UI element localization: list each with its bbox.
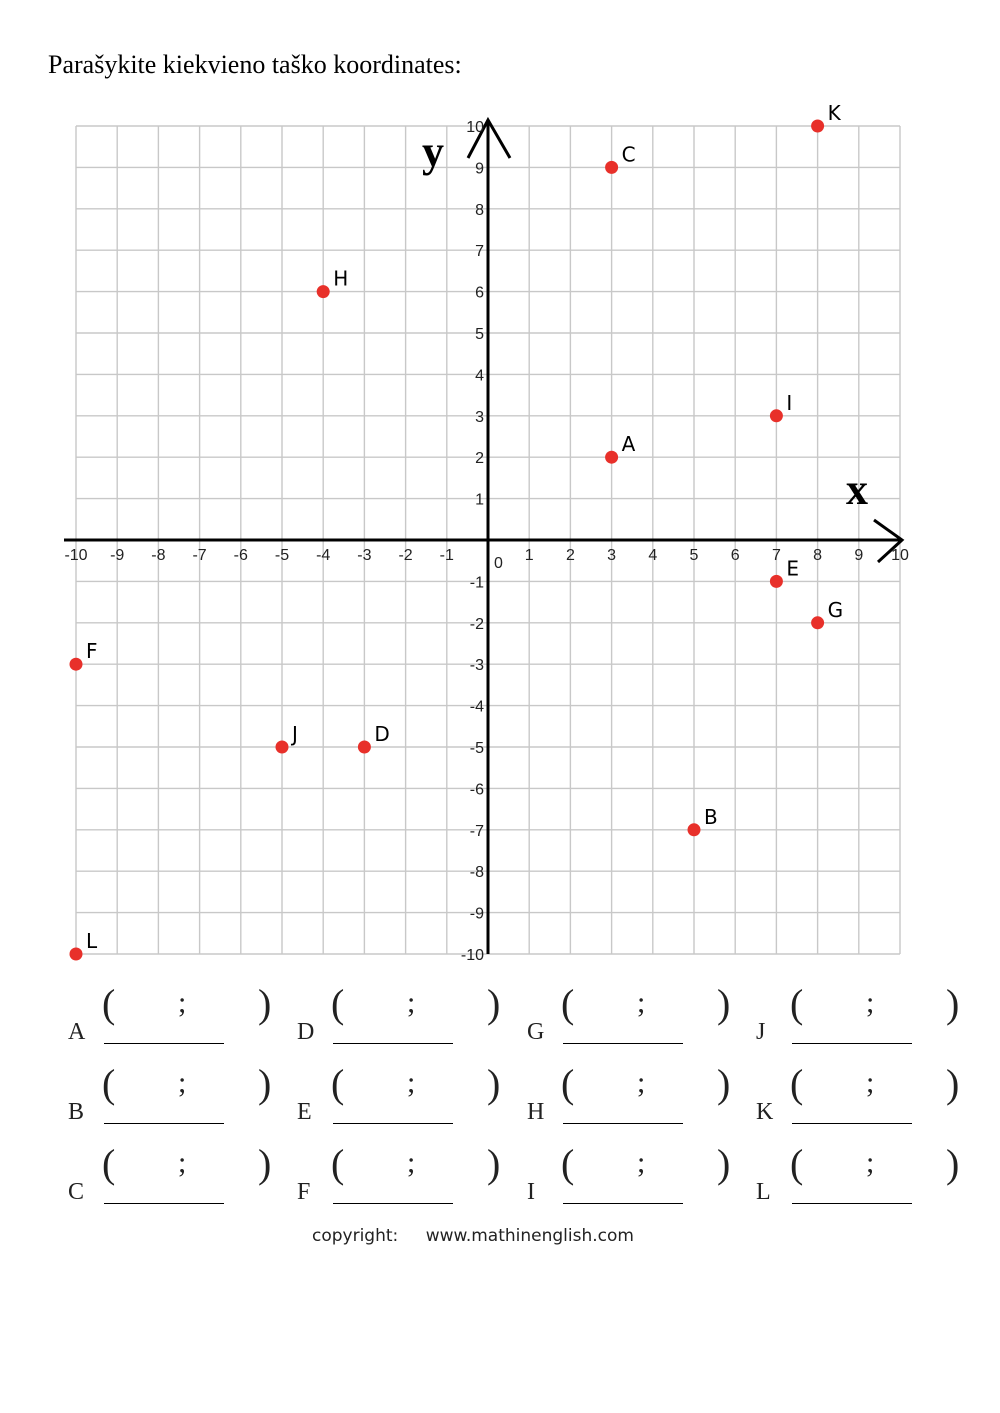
answer-input[interactable] [104, 1019, 224, 1044]
instruction-text: Parašykite kiekvieno taško koordinates: [48, 50, 462, 79]
origin-label: 0 [494, 555, 503, 572]
open-paren: ( [790, 981, 804, 1026]
open-paren: ( [790, 1141, 804, 1186]
x-tick-label: 5 [689, 547, 699, 564]
open-paren: ( [790, 1061, 804, 1106]
point-label-E: E [786, 556, 800, 581]
answer-input[interactable] [792, 1099, 912, 1124]
answer-letter: A [68, 1019, 86, 1045]
close-paren: ) [717, 1061, 731, 1106]
close-paren: ) [946, 981, 960, 1026]
answer-K [756, 1060, 960, 1132]
separator: ; [637, 986, 646, 1019]
x-tick-label: 6 [730, 547, 740, 564]
x-tick-label: 7 [771, 547, 781, 564]
answer-input[interactable] [333, 1019, 453, 1044]
answer-F [297, 1140, 501, 1212]
close-paren: ) [717, 1141, 731, 1186]
answer-letter: K [756, 1099, 774, 1125]
x-tick-label: 2 [565, 547, 575, 564]
answer-J [756, 980, 960, 1052]
x-tick-label: -5 [274, 547, 290, 564]
open-paren: ( [102, 981, 116, 1026]
point-label-C: C [621, 142, 636, 167]
y-tick-label: 7 [475, 243, 484, 261]
answer-letter: J [756, 1019, 766, 1045]
answer-input[interactable] [333, 1099, 453, 1124]
x-tick-label: 4 [648, 547, 658, 564]
y-tick-label: 1 [475, 491, 484, 509]
point-label-K: K [827, 101, 841, 125]
close-paren: ) [258, 1061, 272, 1106]
y-tick-label: -8 [469, 864, 484, 882]
point-H [317, 285, 330, 298]
point-E [770, 575, 783, 588]
x-tick-label: -4 [316, 547, 331, 564]
separator: ; [866, 1066, 875, 1099]
point-F [70, 658, 83, 671]
separator: ; [637, 1066, 646, 1099]
copyright-label: copyright: [312, 1226, 399, 1246]
y-tick-label: -5 [469, 740, 484, 757]
x-tick-label: -8 [151, 547, 166, 564]
point-label-G: G [827, 597, 844, 622]
separator: ; [178, 1146, 187, 1179]
separator: ; [637, 1146, 646, 1179]
y-tick-label: 5 [475, 326, 484, 343]
x-tick-label: -1 [439, 547, 454, 564]
answer-letter: H [527, 1099, 545, 1125]
answer-input[interactable] [792, 1179, 912, 1204]
answer-input[interactable] [563, 1019, 683, 1044]
close-paren: ) [487, 1141, 501, 1186]
point-C [605, 161, 618, 174]
answer-letter: C [68, 1179, 85, 1205]
point-label-A: A [621, 432, 636, 457]
open-paren: ( [102, 1141, 116, 1186]
answer-input[interactable] [333, 1179, 453, 1204]
x-axis-title: x [846, 465, 868, 514]
x-tick-label: -9 [110, 547, 125, 564]
answer-H [527, 1060, 731, 1132]
point-B [688, 823, 701, 836]
open-paren: ( [331, 1061, 345, 1106]
answer-letter: D [297, 1019, 315, 1045]
point-K [811, 120, 824, 133]
point-label-F: F [86, 639, 98, 664]
close-paren: ) [258, 981, 272, 1026]
y-tick-label: 9 [475, 160, 484, 178]
y-tick-label: -3 [469, 657, 484, 675]
answer-C [68, 1140, 272, 1212]
answer-letter: L [756, 1179, 771, 1205]
x-tick-label: -3 [357, 547, 372, 564]
y-tick-label: 4 [475, 367, 484, 385]
open-paren: ( [561, 1061, 575, 1106]
answer-input[interactable] [563, 1099, 683, 1124]
close-paren: ) [946, 1061, 960, 1106]
x-tick-label: -10 [64, 547, 88, 564]
point-label-D: D [374, 722, 390, 746]
open-paren: ( [561, 981, 575, 1026]
copyright [312, 1226, 634, 1246]
answer-letter: G [527, 1019, 545, 1045]
answer-B [68, 1060, 272, 1132]
point-label-B: B [704, 804, 718, 829]
answer-input[interactable] [563, 1179, 683, 1204]
point-L [70, 948, 83, 961]
separator: ; [178, 1066, 187, 1099]
x-tick-label: -2 [398, 547, 413, 564]
answer-input[interactable] [104, 1179, 224, 1204]
y-axis-title: y [422, 127, 444, 176]
open-paren: ( [102, 1061, 116, 1106]
x-tick-label: -6 [233, 547, 248, 564]
x-tick-label: 10 [891, 547, 909, 564]
point-label-I: I [786, 390, 793, 415]
point-label-H: H [333, 266, 349, 291]
close-paren: ) [487, 1061, 501, 1106]
separator: ; [407, 986, 416, 1019]
points [70, 101, 844, 961]
separator: ; [178, 986, 187, 1019]
y-tick-label: 2 [475, 450, 484, 468]
answer-A [68, 980, 272, 1052]
copyright-url[interactable]: www.mathinenglish.com [425, 1226, 634, 1246]
point-G [811, 616, 824, 629]
close-paren: ) [946, 1141, 960, 1186]
y-tick-label: -1 [469, 574, 484, 592]
x-tick-label: 3 [607, 547, 617, 564]
open-paren: ( [561, 1141, 575, 1186]
close-paren: ) [258, 1141, 272, 1186]
answer-letter: I [527, 1179, 535, 1205]
point-I [770, 409, 783, 422]
separator: ; [866, 1146, 875, 1179]
separator: ; [866, 986, 875, 1019]
point-label-L: L [86, 929, 98, 953]
answer-L [756, 1140, 960, 1212]
x-tick-label: -7 [192, 547, 207, 564]
y-tick-label: 6 [475, 284, 484, 302]
answer-letter: E [297, 1099, 312, 1125]
answer-E [297, 1060, 501, 1132]
point-A [605, 451, 618, 464]
open-paren: ( [331, 981, 345, 1026]
y-tick-label: -4 [469, 698, 484, 716]
answer-I [527, 1140, 731, 1212]
x-tick-label: 9 [854, 547, 864, 564]
answer-input[interactable] [792, 1019, 912, 1044]
y-tick-label: -6 [469, 781, 484, 799]
y-tick-label: 10 [466, 119, 484, 136]
answer-letter: B [68, 1099, 85, 1125]
y-tick-label: 3 [475, 408, 484, 426]
answer-D [297, 980, 501, 1052]
y-tick-label: -7 [469, 822, 484, 840]
y-tick-label: -9 [469, 905, 484, 923]
y-tick-label: -10 [460, 947, 484, 964]
answer-letter: F [297, 1179, 311, 1205]
point-J [276, 741, 289, 754]
open-paren: ( [331, 1141, 345, 1186]
x-tick-label: 1 [524, 547, 534, 564]
answer-G [527, 980, 731, 1052]
answer-input[interactable] [104, 1099, 224, 1124]
separator: ; [407, 1146, 416, 1179]
y-tick-label: 8 [475, 201, 484, 219]
point-D [358, 741, 371, 754]
close-paren: ) [487, 981, 501, 1026]
x-tick-label: 8 [813, 547, 823, 564]
point-label-J: J [292, 722, 298, 746]
y-tick-label: -2 [469, 615, 484, 633]
close-paren: ) [717, 981, 731, 1026]
separator: ; [407, 1066, 416, 1099]
